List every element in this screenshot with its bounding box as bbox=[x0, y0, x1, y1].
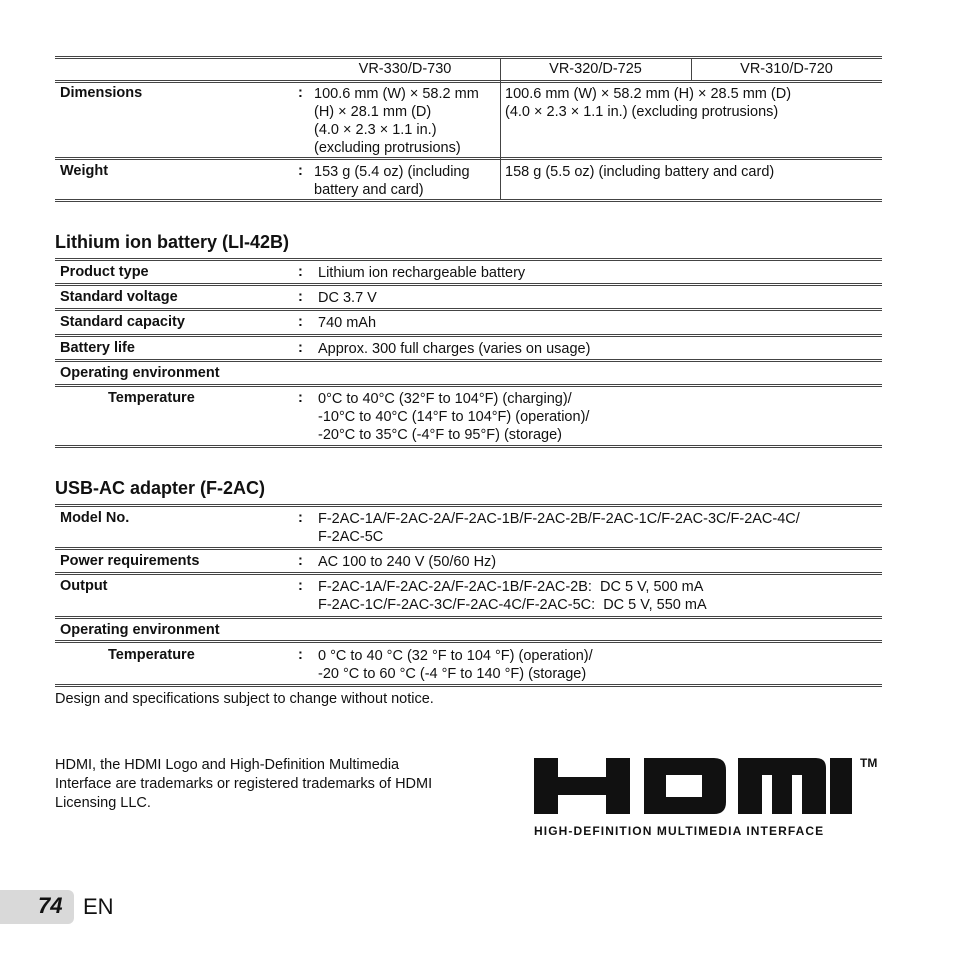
power-requirements-value: AC 100 to 240 V (50/60 Hz) bbox=[318, 554, 497, 570]
header-vr320: VR-320/D-725 bbox=[549, 61, 642, 77]
battery-life-value: Approx. 300 full charges (varies on usage) bbox=[318, 341, 591, 357]
colon: : bbox=[298, 553, 303, 569]
language-code: EN bbox=[83, 894, 114, 919]
dimensions-vr330: 100.6 mm (W) × 58.2 mm (H) × 28.1 mm (D) (4.0 × 2.3 × 1.1 in.) (excluding protrusions) bbox=[314, 86, 479, 156]
hdmi-logo bbox=[530, 755, 860, 817]
colon: : bbox=[298, 163, 303, 179]
battery-life-label: Battery life bbox=[60, 340, 135, 356]
row-rule bbox=[55, 572, 882, 575]
output-label: Output bbox=[60, 578, 108, 594]
dimensions-label: Dimensions bbox=[60, 85, 143, 101]
battery-temperature-value: 0°C to 40°C (32°F to 104°F) (charging)/ -10°C to 40°C (14°F to 104°F) (operation)/ -20°C to 35°C (-4°F to 95°F) (storage) bbox=[318, 391, 590, 443]
colon: : bbox=[298, 578, 303, 594]
colon: : bbox=[298, 510, 303, 526]
page-number-tab bbox=[0, 890, 74, 924]
weight-vr320-vr310: 158 g (5.5 oz) (including battery and card) bbox=[505, 164, 775, 180]
colon: : bbox=[298, 390, 303, 406]
product-type-label: Product type bbox=[60, 264, 149, 280]
colon: : bbox=[298, 264, 303, 280]
power-requirements-label: Power requirements bbox=[60, 553, 200, 569]
standard-voltage-label: Standard voltage bbox=[60, 289, 178, 305]
change-notice: Design and specifications subject to change without notice. bbox=[55, 691, 434, 707]
row-rule bbox=[55, 640, 882, 643]
page-number: 74 bbox=[38, 893, 63, 918]
hdmi-subtitle: HIGH-DEFINITION MULTIMEDIA INTERFACE bbox=[534, 824, 825, 838]
standard-capacity-value: 740 mAh bbox=[318, 315, 377, 331]
output-value: F-2AC-1A/F-2AC-2A/F-2AC-1B/F-2AC-2B: DC 5 V, 500 mA F-2AC-1C/F-2AC-3C/F-2AC-4C/F-2AC-5C: DC 5 V, 550 mA bbox=[318, 579, 707, 613]
standard-voltage-value: DC 3.7 V bbox=[318, 290, 377, 306]
model-no-value: F-2AC-1A/F-2AC-2A/F-2AC-1B/F-2AC-2B/F-2AC-1C/F-2AC-3C/F-2AC-4C/ F-2AC-5C bbox=[318, 511, 800, 545]
section-bottom-rule bbox=[55, 684, 882, 687]
colon: : bbox=[298, 314, 303, 330]
model-no-label: Model No. bbox=[60, 510, 130, 526]
weight-vr330: 153 g (5.4 oz) (including battery and card) bbox=[314, 164, 470, 198]
adapter-temperature-label: Temperature bbox=[108, 647, 195, 663]
section-rule bbox=[55, 258, 882, 261]
trademark-symbol: TM bbox=[860, 756, 878, 770]
table-bottom-rule bbox=[55, 199, 882, 202]
row-rule bbox=[55, 547, 882, 550]
battery-temperature-label: Temperature bbox=[108, 390, 195, 406]
row-rule bbox=[55, 157, 882, 160]
colon: : bbox=[298, 647, 303, 663]
table-top-rule bbox=[55, 56, 882, 59]
product-type-value: Lithium ion rechargeable battery bbox=[318, 265, 526, 281]
colon: : bbox=[298, 85, 303, 101]
header-vr330: VR-330/D-730 bbox=[358, 61, 452, 77]
row-rule bbox=[55, 80, 882, 83]
adapter-section-title: USB-AC adapter (F-2AC) bbox=[55, 478, 266, 498]
section-bottom-rule bbox=[55, 445, 882, 448]
section-rule bbox=[55, 504, 882, 507]
adapter-operating-environment-label: Operating environment bbox=[60, 622, 220, 638]
battery-section-title: Lithium ion battery (LI-42B) bbox=[55, 232, 289, 252]
row-rule bbox=[55, 334, 882, 337]
colon: : bbox=[298, 289, 303, 305]
row-rule bbox=[55, 283, 882, 286]
row-rule bbox=[55, 308, 882, 311]
weight-label: Weight bbox=[60, 163, 109, 179]
standard-capacity-label: Standard capacity bbox=[60, 314, 185, 330]
row-rule bbox=[55, 384, 882, 387]
row-rule bbox=[55, 616, 882, 619]
adapter-temperature-value: 0 °C to 40 °C (32 °F to 104 °F) (operation)/ -20 °C to 60 °C (-4 °F to 140 °F) (storage) bbox=[318, 648, 593, 682]
header-vr310: VR-310/D-720 bbox=[740, 61, 833, 77]
dimensions-vr320-vr310: 100.6 mm (W) × 58.2 mm (H) × 28.5 mm (D) (4.0 × 2.3 × 1.1 in.) (excluding protrusions) bbox=[505, 86, 792, 120]
row-rule bbox=[55, 359, 882, 362]
hdmi-wordmark bbox=[534, 758, 852, 814]
colon: : bbox=[298, 340, 303, 356]
trademark-notice: HDMI, the HDMI Logo and High-Definition Multimedia Interface are trademarks or registered trademarks of HDMI Licensing LLC. bbox=[55, 757, 433, 811]
battery-operating-environment-label: Operating environment bbox=[60, 365, 220, 381]
